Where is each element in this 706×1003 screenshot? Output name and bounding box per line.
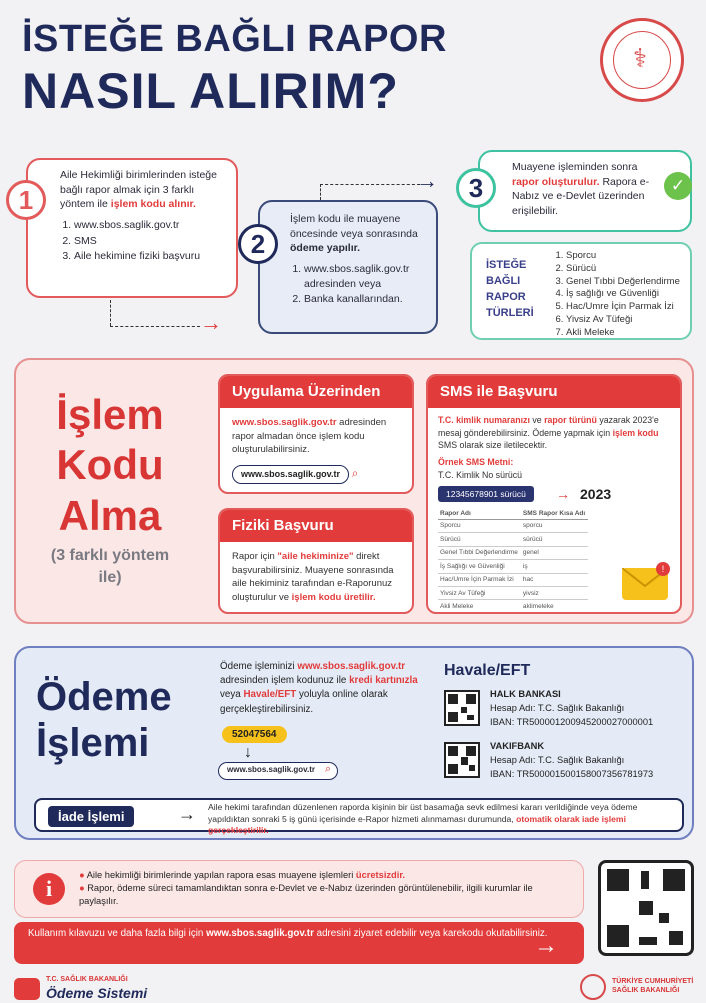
table-header: Rapor Adı bbox=[438, 508, 521, 520]
table-row bbox=[438, 533, 588, 546]
bank-iban[interactable]: IBAN: TR500001500158007356781973 bbox=[490, 768, 654, 779]
odeme-highlight: kredi kartınızla bbox=[349, 675, 418, 687]
step-2-text: İşlem kodu ile muayene öncesinde veya sonrasında bbox=[290, 213, 418, 240]
list-item: 2. Banka kanallarından. bbox=[304, 292, 424, 307]
bank-holder: Hesap Adı: T.C. Sağlık Bakanlığı bbox=[490, 754, 625, 765]
connector-line bbox=[110, 326, 200, 327]
checkmark-icon: ✓ bbox=[664, 172, 692, 200]
title-line-2: NASIL ALIRIM? bbox=[22, 63, 399, 119]
list-item: 1. www.sbos.saglik.gov.tr bbox=[74, 218, 224, 233]
arrow-right-icon: → bbox=[556, 485, 570, 502]
list-item: 2. SMS bbox=[74, 234, 224, 249]
fiziki-highlight: "aile hekiminize" bbox=[277, 550, 354, 562]
report-types-label: İSTEĞE BAĞLI RAPOR TÜRLERİ bbox=[486, 259, 534, 319]
odeme-title bbox=[36, 674, 172, 766]
table-cell: genel bbox=[521, 546, 588, 559]
step-3-card bbox=[478, 150, 692, 232]
sms-table bbox=[438, 508, 588, 614]
odeme-url[interactable]: www.sbos.saglik.gov.tr bbox=[297, 661, 406, 672]
info-icon: i bbox=[33, 873, 65, 905]
step-2-list bbox=[290, 262, 424, 307]
logo-right-text: TÜRKİYE CUMHURİYETİ SAĞLIK BAKANLIĞI bbox=[612, 978, 694, 994]
footer-text-a: Kullanım kılavuzu ve daha fazla bilgi için bbox=[28, 928, 204, 939]
iade-text-a: Aile hekimi tarafından düzenlenen raporda kişinin bir üst basamağa sevk edilmesi kararı verildiğinde veya ödeme yapıldıktan sonraki 5 iş günü içerisinde e-Rapor hizmeti alınmaması durumunda, bbox=[208, 802, 638, 824]
table-row bbox=[438, 573, 588, 586]
table-row bbox=[438, 546, 588, 559]
step-3-text-b: Rapora e-Nabız ve e-Devlet üzerinden erişilebilir. bbox=[512, 175, 650, 218]
list-item: 1. Sporcu bbox=[566, 250, 680, 263]
step-1-highlight: işlem kodu alınır. bbox=[110, 198, 196, 211]
sms-example-value: 12345678901 sürücü bbox=[438, 486, 534, 502]
list-item: 5. Hac/Umre İçin Parmak İzi bbox=[566, 301, 680, 314]
sms-highlight: T.C. kimlik numaranızı bbox=[438, 414, 530, 425]
bank-vakif bbox=[490, 740, 653, 782]
report-types-card bbox=[470, 242, 692, 340]
connector-line bbox=[320, 184, 321, 200]
app-method-box bbox=[218, 374, 414, 494]
title-line-1: İSTEĞE BAĞLI RAPOR bbox=[22, 18, 447, 60]
odeme-text bbox=[220, 660, 430, 717]
list-item: 4. İş sağlığı ve Güvenliği bbox=[566, 288, 680, 301]
odeme-highlight: Havale/EFT bbox=[243, 689, 297, 701]
table-row bbox=[438, 587, 588, 600]
arrow-down-icon: ↓ bbox=[244, 744, 252, 761]
odeme-text-a: Ödeme işleminizi bbox=[220, 661, 295, 672]
table-cell: Akli Meleke bbox=[438, 600, 521, 613]
footer-bar bbox=[14, 922, 584, 964]
sms-highlight: işlem kodu bbox=[612, 427, 659, 438]
list-item: 7. Akli Meleke bbox=[566, 327, 680, 340]
sms-highlight: rapor türünü bbox=[544, 414, 597, 425]
step-3-number: 3 bbox=[456, 168, 496, 208]
sms-text: SMS olarak size iletilecektir. bbox=[438, 440, 548, 451]
fiziki-method-header: Fiziki Başvuru bbox=[220, 510, 412, 542]
odeme-text-d: yoluyla online olarak gerçekleştirebilirsiniz. bbox=[220, 689, 388, 715]
table-row bbox=[438, 519, 588, 532]
table-row bbox=[438, 560, 588, 573]
table-cell: iş bbox=[521, 560, 588, 573]
connector-line bbox=[110, 300, 111, 326]
connector-line bbox=[320, 184, 420, 185]
bank-holder: Hesap Adı: T.C. Sağlık Bakanlığı bbox=[490, 702, 625, 713]
bank-halk bbox=[490, 688, 653, 730]
logo-left-big: Ödeme Sistemi bbox=[46, 985, 148, 1001]
step-1-card bbox=[26, 158, 238, 298]
search-input[interactable]: www.sbos.saglik.gov.tr bbox=[232, 465, 349, 484]
list-item: 2. Sürücü bbox=[566, 263, 680, 276]
iade-highlight: otomatik olarak iade işlemi gerçekleştirilir. bbox=[208, 813, 626, 836]
table-cell: Yivsiz Av Tüfeği bbox=[438, 587, 521, 600]
notification-badge-icon: ! bbox=[656, 562, 670, 576]
step-2-number: 2 bbox=[238, 224, 278, 264]
islem-kodu-title: İşlem Kodu Alma bbox=[56, 391, 164, 539]
table-cell: sürücü bbox=[521, 533, 588, 546]
fiziki-text-a: Rapor için bbox=[232, 550, 275, 562]
odeme-text-c: veya bbox=[220, 689, 241, 701]
search-icon[interactable]: ⌕ bbox=[324, 763, 331, 775]
odeme-sistemi-logo bbox=[14, 978, 40, 1000]
step-2-card bbox=[258, 200, 438, 334]
odeme-title-line-2: İşlemi bbox=[36, 721, 150, 765]
list-item: 3. Genel Tıbbi Değerlendirme bbox=[566, 276, 680, 289]
qr-code-icon[interactable] bbox=[598, 860, 694, 956]
app-text: adresinden rapor almadan önce işlem kodu oluşturulabilirsiniz. bbox=[232, 416, 387, 456]
sms-text: ve bbox=[532, 414, 542, 425]
fiziki-method-box bbox=[218, 508, 414, 614]
list-item: 1. www.sbos.saglik.gov.tr adresinden veya bbox=[304, 262, 424, 291]
info-highlight: ücretsizdir. bbox=[355, 870, 406, 880]
arrow-right-icon: → bbox=[200, 310, 222, 335]
ministry-seal-logo bbox=[580, 974, 606, 1000]
arrow-right-icon: → bbox=[178, 804, 196, 824]
table-row bbox=[438, 600, 588, 613]
table-cell: Sürücü bbox=[438, 533, 521, 546]
app-url[interactable]: www.sbos.saglik.gov.tr bbox=[232, 416, 337, 428]
qr-code-icon[interactable] bbox=[444, 742, 480, 778]
list-item: 3. Aile hekimine fiziki başvuru bbox=[74, 249, 224, 264]
arrow-right-icon: → bbox=[416, 168, 438, 193]
fiziki-highlight-2: işlem kodu üretilir. bbox=[291, 592, 376, 604]
iade-box bbox=[34, 798, 684, 836]
info-box bbox=[14, 860, 584, 918]
app-method-header: Uygulama Üzerinden bbox=[220, 376, 412, 408]
list-item: 6. Yivsiz Av Tüfeği bbox=[566, 314, 680, 327]
table-cell: İş Sağlığı ve Güvenliği bbox=[438, 560, 521, 573]
table-cell: sporcu bbox=[521, 519, 588, 532]
report-types-list bbox=[552, 250, 680, 340]
step-1-text: Aile Hekimliği birimlerinden isteğe bağlı rapor almak için 3 farklı yöntem ile bbox=[60, 169, 217, 211]
sms-method-header: SMS ile Başvuru bbox=[428, 376, 680, 408]
sms-example-label: Örnek SMS Metni: bbox=[438, 457, 514, 467]
payment-code-badge: 52047564 bbox=[222, 726, 287, 743]
search-icon[interactable]: ⌕ bbox=[351, 466, 359, 481]
havale-title: Havale/EFT bbox=[444, 662, 531, 679]
odeme-search[interactable] bbox=[218, 762, 338, 780]
info-list bbox=[79, 869, 569, 908]
step-2-highlight: ödeme yapılır. bbox=[290, 242, 361, 255]
qr-code-icon[interactable] bbox=[444, 690, 480, 726]
islem-kodu-subtitle: (3 farklı yöntem ile) bbox=[50, 547, 170, 586]
search-input[interactable]: www.sbos.saglik.gov.tr bbox=[227, 765, 316, 774]
odeme-text-b: adresinden işlem kodunuz ile bbox=[220, 675, 347, 687]
table-cell: Genel Tıbbi Değerlendirme bbox=[438, 546, 521, 559]
ministry-seal-logo: ⚕ bbox=[600, 18, 684, 102]
bank-iban[interactable]: IBAN: TR500001200945200027000001 bbox=[490, 716, 654, 727]
table-cell: hac bbox=[521, 573, 588, 586]
logo-left-small: T.C. SAĞLIK BAKANLIĞI bbox=[46, 976, 128, 983]
step-1-number: 1 bbox=[6, 180, 46, 220]
list-item: ● Rapor, ödeme süreci tamamlandıktan sonra e-Devlet ve e-Nabız üzerinden görüntülenebilir, ilgili kurumlar ile paylaşılır. bbox=[79, 882, 569, 908]
table-header: SMS Rapor Kısa Adı bbox=[521, 508, 588, 520]
footer-text-b: adresini ziyaret edebilir veya karekodu okutabilirsiniz. bbox=[316, 928, 548, 939]
arrow-right-icon[interactable]: → bbox=[534, 932, 558, 959]
fiziki-text-b: direkt başvurabilirsiniz. Muayene sonrasında aile hekiminiz tarafından e-Raporunuz oluşturulur ve bbox=[232, 550, 394, 604]
bank-name: VAKIFBANK bbox=[490, 741, 545, 751]
table-cell: Hac/Umre İçin Parmak İzi bbox=[438, 573, 521, 586]
bank-name: HALK BANKASI bbox=[490, 689, 561, 699]
sms-text: yazarak 2023'e mesaj gönderebilirsiniz. Ödeme yapmak için bbox=[438, 414, 659, 438]
sms-example-line: T.C. Kimlik No sürücü bbox=[438, 469, 523, 480]
step-1-list bbox=[60, 218, 224, 264]
odeme-title-line-1: Ödeme bbox=[36, 675, 172, 719]
step-3-highlight: rapor oluşturulur. bbox=[512, 175, 600, 188]
table-cell: Sporcu bbox=[438, 519, 521, 532]
table-cell: yivsiz bbox=[521, 587, 588, 600]
list-item bbox=[79, 869, 569, 882]
iade-label: İade İşlemi bbox=[48, 806, 134, 827]
sms-target-number: 2023 bbox=[580, 485, 612, 502]
footer-url[interactable]: www.sbos.saglik.gov.tr bbox=[206, 928, 314, 939]
info-text: Aile hekimliği birimlerinde yapılan rapora esas muayene işlemleri bbox=[86, 870, 354, 880]
table-cell: aklimeleke bbox=[521, 600, 588, 613]
iade-text bbox=[208, 802, 678, 837]
step-3-text: Muayene işleminden sonra bbox=[512, 161, 638, 173]
